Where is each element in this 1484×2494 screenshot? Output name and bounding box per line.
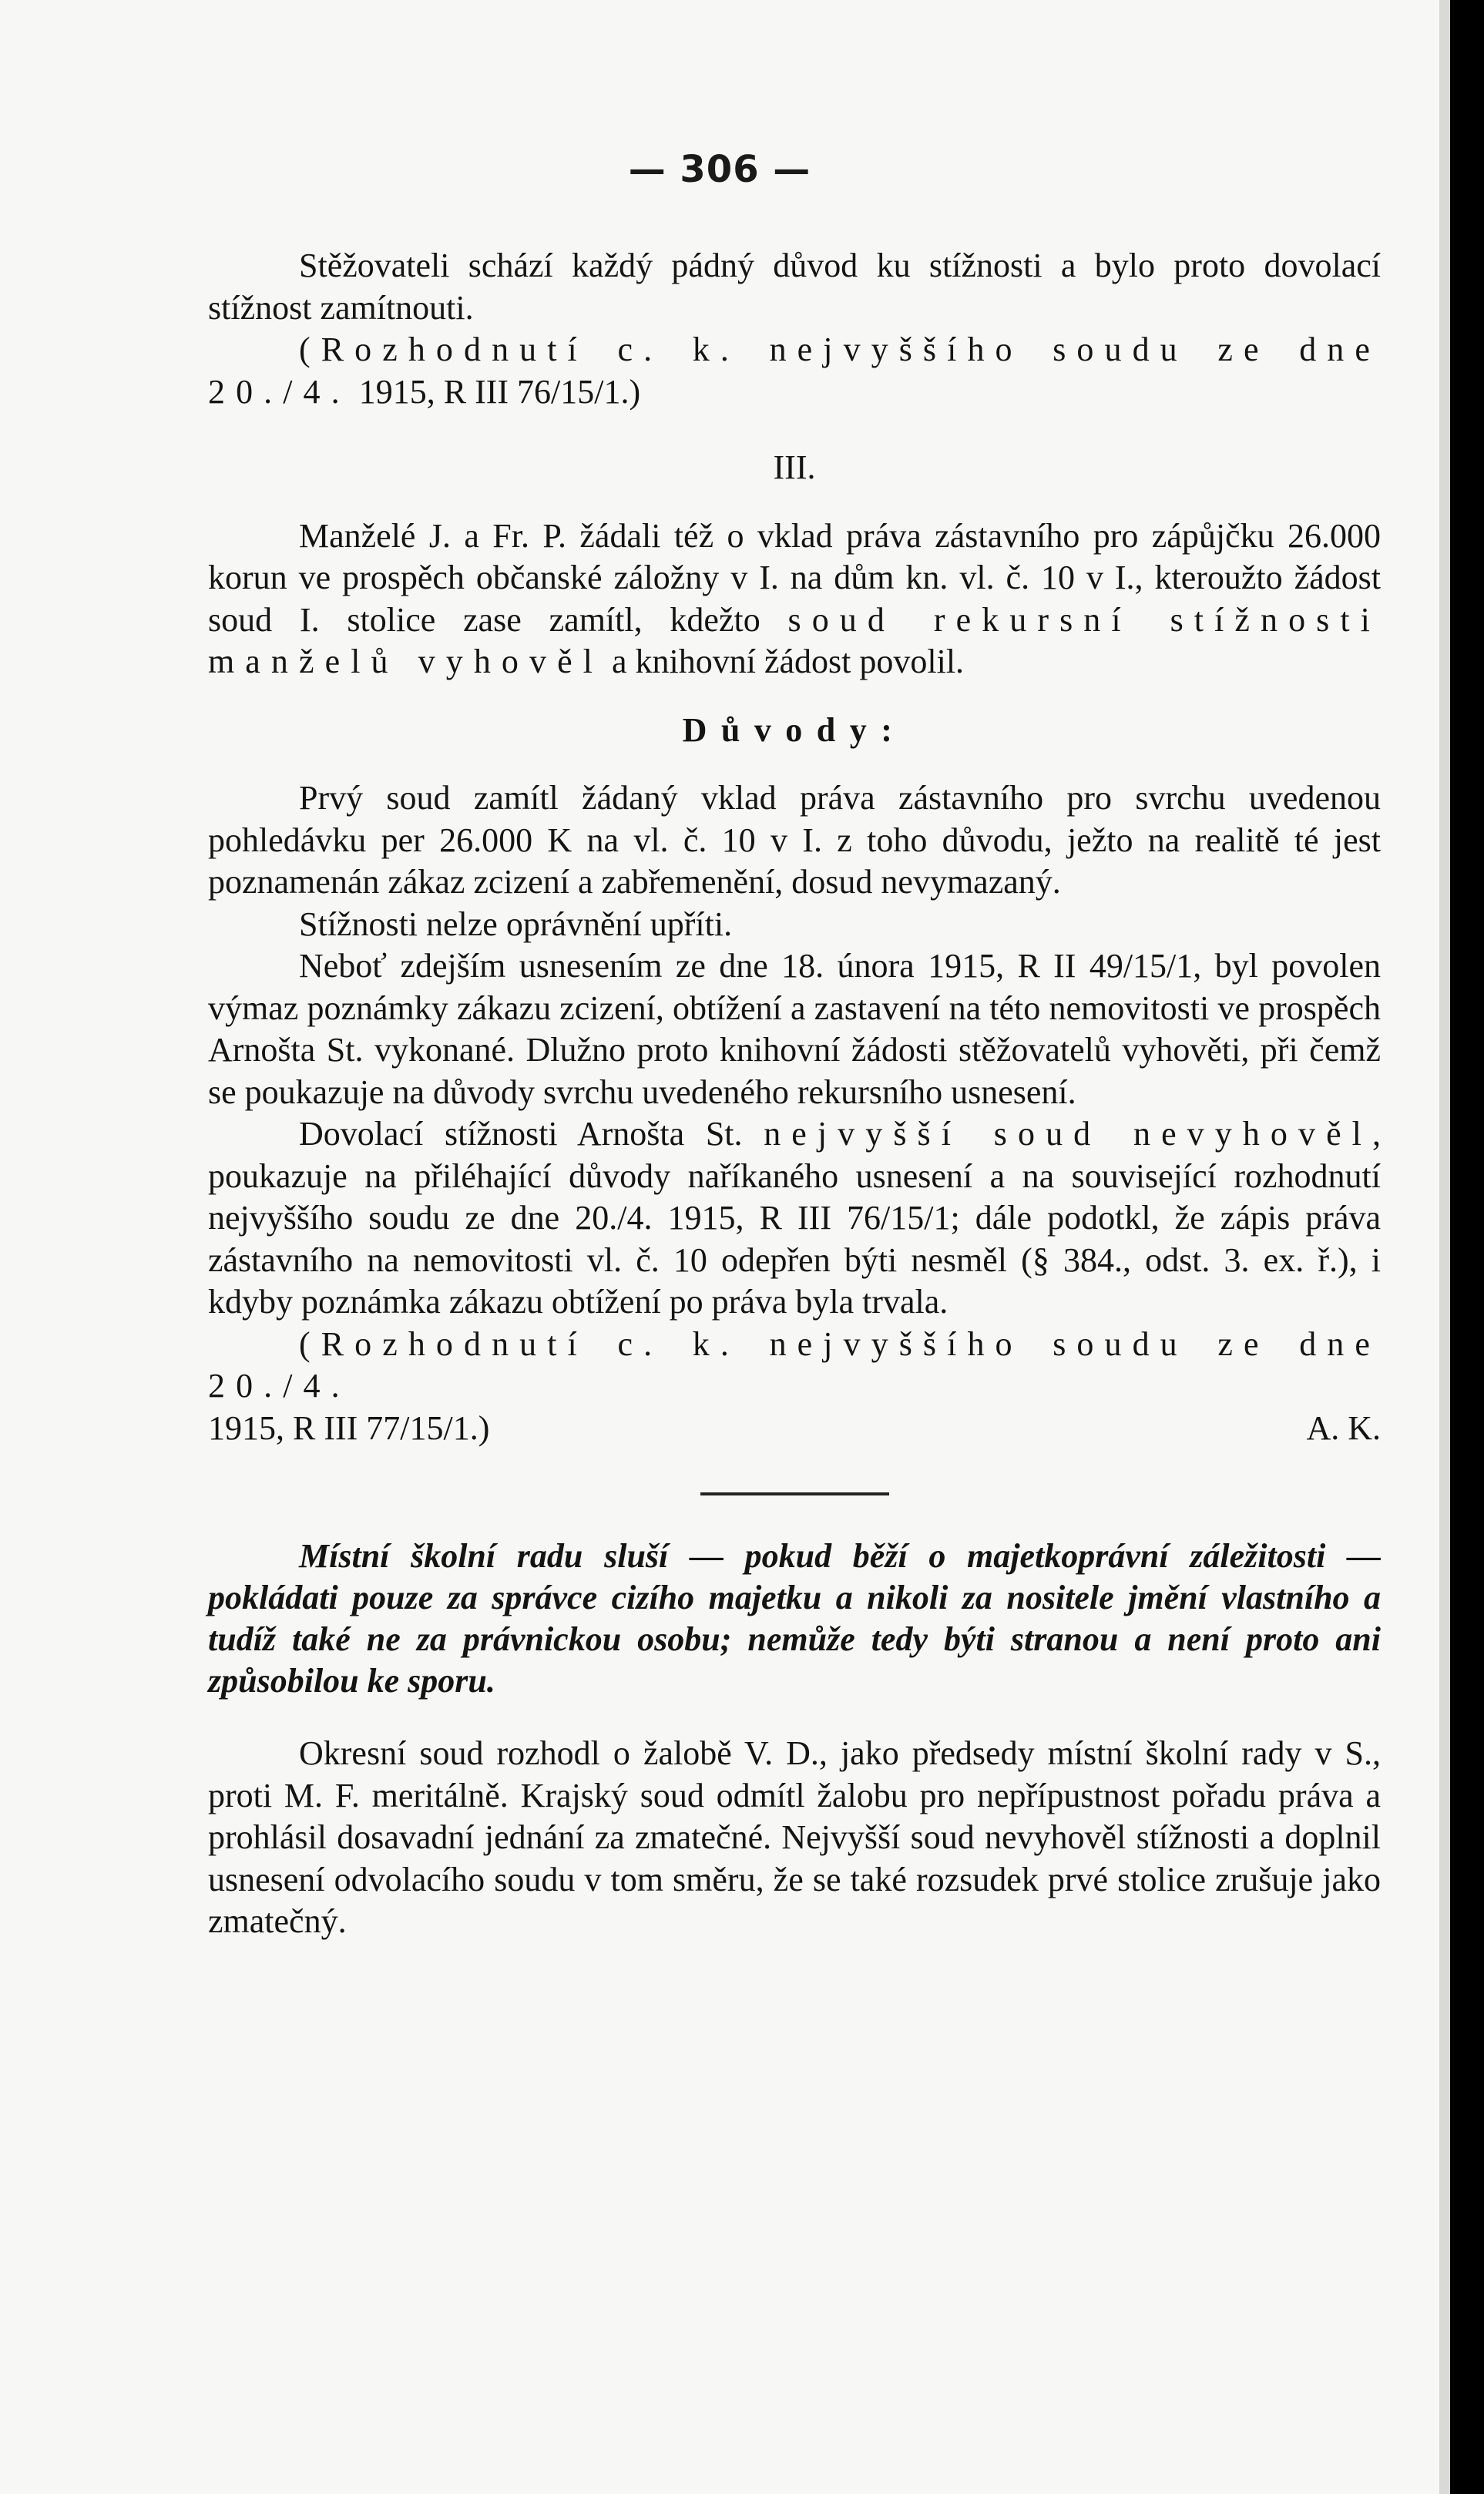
section-heading: III. — [773, 448, 816, 486]
page-body — [208, 245, 1381, 1943]
reasons-heading: Důvody: — [682, 710, 907, 749]
citation2-spaced: (Rozhodnutí c. k. nejvyššího soudu ze dne 20./4. — [208, 1324, 1381, 1405]
final-paragraph: Okresní soud rozhodl o žalobě V. D., jako předsedy místní školní rady v S., proti M. F. meritálně. Krajský soud odmítl žalobu pro nepřípustnost pořadu práva a prohlásil dosavadní jednání za zmatečné. Nejvyšší soud nevyhověl stížnosti a doplnil usnesení odvolacího soudu v tom směru, že se také rozsudek prvé stolice zrušuje jako zmatečný. — [208, 1734, 1381, 1940]
case-facts-text: Manželé J. a Fr. P. žádali též o vklad práva zástavního pro zápůjčku 26.000 korun ve prospěch občanské záložny v I. na dům kn. vl. č. 10 v I., kteroužto žádost soud I. stolice zase zamítl, kdežto — [208, 516, 1381, 639]
page-edge — [1439, 0, 1450, 2494]
reason-paragraph-2: Stížnosti nelze oprávnění upříti. — [299, 905, 733, 943]
reason-paragraph-1: Prvý soud zamítl žádaný vklad práva zástavního pro svrchu uvedenou pohledávku per 26.000 K na vl. č. 10 v I. z toho důvodu, ježto na realitě té jest poznamenán zákaz zcizení a zabřemenění, dosud nevymazaný. — [208, 779, 1381, 901]
reason4-end: , poukazuje na přiléhající důvody naříkaného usnesení a na související rozhodnutí nejvyššího soudu ze dne 20./4. 1915, R III 76/15/1; dále podotkl, že zápis práva zástavního na nemovitosti vl. č. 10 odepřen býti nesměl (§ 384., odst. 3. ex. ř.), i kdyby poznámka zákazu obtížení po práva byla trvala. — [208, 1115, 1381, 1321]
reason4-start: Dovolací stížnosti Arnošta St. — [299, 1115, 764, 1153]
paragraph-case-facts — [208, 515, 1381, 683]
reason4-spaced: nejvyšší soud nevyhověl — [764, 1115, 1372, 1153]
headnote-text: Místní školní radu sluší — pokud běží o majetkoprávní záležitosti — pokládati pouze za správce cizího majetku a nikoli za nositele jmění vlastního a tudíž také ne za právnickou osobu; nemůže tedy býti stranou a není proto ani způsobilou ke sporu. — [208, 1537, 1381, 1700]
citation-spaced: (Rozhodnutí c. k. nejvyššího soudu ze dne 20./4. — [208, 331, 1381, 411]
case-facts-spaced: soud rekursní stížnosti manželů vyhověl — [208, 600, 1381, 680]
citation2-ref: 1915, R III 77/15/1.) — [208, 1408, 490, 1447]
citation2-last-line — [208, 1408, 1381, 1450]
reason-paragraph-3: Neboť zdejším usnesením ze dne 18. února 1915, R II 49/15/1, byl povolen výmaz poznámky zákazu zcizení, obtížení a zastavení na této nemovitosti ve prospěch Arnošta St. vykonané. Dlužno proto knihovní žádosti stěžovatelů vyhověti, při čemž se poukazuje na důvody svrchu uvedeného rekursního usnesení. — [208, 947, 1381, 1111]
paragraph-citation-1 — [208, 329, 1381, 413]
citation-ref: 1915, R III 76/15/1.) — [350, 372, 641, 411]
page-number: — 306 — — [628, 148, 811, 191]
final-section — [208, 1733, 1381, 1943]
author-initials: A. K. — [1306, 1408, 1381, 1447]
case-facts-end: a knihovní žádost povolil. — [603, 643, 965, 680]
section-divider — [700, 1492, 889, 1495]
paragraph-citation-2 — [208, 1324, 1381, 1408]
reason-paragraph-4 — [208, 1113, 1381, 1324]
paragraph-complaint-dismissed: Stěžovateli schází každý pádný důvod ku stížnosti a bylo proto dovolací stížnost zamítnouti. — [208, 247, 1381, 327]
headnote — [208, 1536, 1381, 1702]
